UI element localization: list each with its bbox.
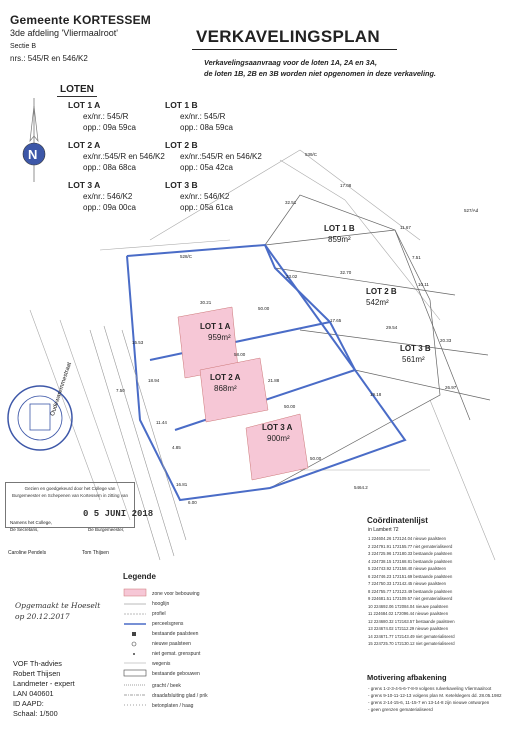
dimension-label: 29.54: [386, 325, 398, 330]
loten-heading: LOTEN: [60, 84, 94, 95]
subtitle-line-1: Verkavelingsaanvraag voor de loten 1A, 2A en 3A,: [204, 58, 378, 67]
lot-name: LOT 3 B: [165, 180, 198, 190]
coordinate-row: 9 224681.51 172109.57 niet gematerialiseerd: [368, 596, 453, 601]
legend-item: zone voor bebouwing: [152, 591, 200, 597]
legend-item: perceelsgrens: [152, 621, 184, 627]
lot1b-area: 859m²: [328, 235, 351, 244]
lot-opp: opp.: 08a 59ca: [180, 123, 233, 132]
lot-opp: opp.: 05a 42ca: [180, 163, 233, 172]
coordinate-row: 3 224725.96 172180.33 bestaande paalsteen: [368, 551, 453, 556]
lot2b-area: 542m²: [366, 298, 389, 307]
street-name: Oudewaremmestraat: [50, 361, 74, 417]
dimension-label: 21.88: [268, 378, 280, 383]
legend-item: betonplaten / haag: [152, 703, 194, 709]
author-role: Landmeter - expert: [13, 679, 75, 688]
dimension-label: 17.65: [330, 318, 342, 323]
legend-item: gracht / beek: [152, 683, 181, 689]
lot-name: LOT 2 A: [68, 140, 101, 150]
lot-name: LOT 3 A: [68, 180, 101, 190]
coordinate-row: 15 224725.70 172130.12 niet gematerialiseerd: [368, 641, 455, 646]
motivation-row: - grens 2-14-15-6, 11-15-7 en 13-14-8 zijn nieuwe ontworpen: [368, 700, 490, 705]
stamp-order: Namens het College,: [10, 520, 53, 525]
parcel-528c: 528/C: [180, 254, 193, 259]
dimension-label: 26.97: [445, 385, 457, 390]
dimension-label: 50.00: [284, 404, 296, 409]
dimension-label: 7.51: [412, 255, 421, 260]
legend-heading: Legende: [123, 572, 156, 581]
legend-item: wegenis: [152, 661, 171, 667]
lot-opp: opp.: 08a 68ca: [83, 163, 136, 172]
made-at: Opgemaakt te Hoeselt: [15, 601, 101, 610]
legend-symbols: [122, 584, 152, 734]
secretary-name: Caroline Pendels: [8, 550, 47, 556]
scale: Schaal: 1/500: [13, 709, 58, 718]
motivation-heading: Motivering afbakening: [367, 673, 447, 682]
lot1b-label: LOT 1 B: [324, 224, 355, 233]
lot1a-area: 959m²: [208, 333, 231, 342]
lot-opp: opp.: 09a 59ca: [83, 123, 136, 132]
lot-name: LOT 1 A: [68, 100, 101, 110]
coordinate-row: 12 224680.32 172163.57 bestaande paalsteen: [368, 618, 455, 624]
author-firm: VOF Th-advies: [13, 659, 62, 668]
dimension-label: 18.94: [148, 378, 160, 383]
coordinate-row: 13 224674.02 172112.29 nieuwe paalsteen: [368, 626, 449, 631]
lot2b-label: LOT 2 B: [366, 287, 397, 296]
lot-nr: ex/nr.:545/R en 546/K2: [180, 152, 262, 161]
dimension-label: 16.81: [176, 482, 188, 487]
motivation-row: - grens 1-2-3-4-5-6-7-8-9 volgens rulverkaveling Vliermaalroot: [368, 686, 492, 691]
north-letter: N: [28, 147, 38, 162]
lot-opp: opp.: 05a 61ca: [180, 203, 233, 212]
dimension-label: 4.85: [172, 445, 181, 450]
dimension-label: 58.00: [234, 352, 246, 357]
lot-nr: ex/nr.: 546/K2: [83, 192, 133, 201]
legend-item: bestaande paalsteen: [152, 631, 199, 637]
lot-nr: ex/nr.: 546/K2: [180, 192, 230, 201]
section: Sectie B: [10, 43, 37, 50]
parcel-5464: 5464.2: [354, 485, 368, 490]
author-block: [13, 659, 75, 719]
dimension-label: 10.11: [418, 282, 429, 287]
dimension-label: 32.70: [340, 270, 352, 275]
coordinate-row: 8 224755.77 172123.49 bestaande paalsteen: [368, 588, 453, 594]
legend-item: hooglijn: [152, 601, 170, 607]
lot3b-label: LOT 3 B: [400, 344, 431, 353]
parcel-numbers: nrs.: 545/R en 546/K2: [10, 54, 88, 63]
dimension-label: 20.33: [440, 338, 452, 343]
dimension-label: 23.02: [286, 274, 298, 279]
author-lan: LAN 040601: [13, 689, 54, 698]
motivation-row: - grens 9-10-11-12-13 volgens plan M. Ketelslegers dd. 28.05.1982: [368, 693, 502, 698]
coordinate-row: 5 224743.92 172158.40 nieuwe paalsteen: [368, 566, 447, 571]
dimension-label: 50.00: [258, 306, 270, 311]
secretary-title: De Secretaris,: [10, 527, 39, 532]
page-title: VERKAVELINGSPLAN: [196, 27, 380, 46]
dimension-label: 19.18: [370, 392, 382, 397]
legend-item: nieuwe paalsteen: [152, 641, 191, 647]
lot1a-label: LOT 1 A: [200, 322, 231, 331]
dimension-label: 11.67: [400, 225, 411, 230]
dimension-label: 32.51: [285, 200, 297, 205]
lot-opp: opp.: 09a 00ca: [83, 203, 136, 212]
coordinates-list: [368, 535, 455, 648]
division: 3de afdeling 'Vliermaalroot': [10, 28, 118, 38]
author-name: Robert Thijsen: [13, 669, 61, 678]
lot-name: LOT 1 B: [165, 100, 198, 110]
motivation-row: - geen grenzen gematerialiseerd: [368, 707, 433, 712]
dimension-label: 6.00: [188, 500, 197, 505]
legend-item: bestaande gebouwen: [152, 671, 200, 677]
author-id: ID AAPD:: [13, 699, 44, 708]
parcel-527ad: 527/Ad: [464, 208, 479, 213]
dimension-label: 30.21: [200, 300, 212, 305]
legend-item: niet gemat. grenspunt: [152, 651, 201, 657]
coordinate-row: 1 224604.26 172124.04 nieuwe paalsteen: [368, 536, 447, 541]
lot2a-label: LOT 2 A: [210, 373, 241, 382]
mayor-name: Tom Thijsen: [82, 550, 109, 556]
coordinates-heading: Coördinatenlijst: [367, 516, 428, 525]
lot3a-label: LOT 3 A: [262, 423, 293, 432]
lot-nr: ex/nr.: 545/R: [180, 112, 226, 121]
coordinate-row: 10 224692.06 172084.04 nieuwe paalsteen: [368, 603, 449, 609]
subtitle-line-2: de loten 1B, 2B en 3B worden niet opgenomen in deze verkaveling.: [204, 69, 436, 78]
lot-name: LOT 2 B: [165, 140, 198, 150]
lot-nr: ex/nr.:545/R en 546/K2: [83, 152, 165, 161]
lot-nr: ex/nr.: 545/R: [83, 112, 129, 121]
coordinates-subheading: in Lambert 72: [368, 527, 399, 533]
made-date: op 20.12.2017: [15, 612, 70, 621]
coordinate-row: 6 224746.23 172151.69 bestaande paalsteen: [368, 573, 453, 579]
approval-date: 0 5 JUNI 2018: [83, 509, 154, 519]
coordinate-row: 2 224791.91 172155.77 niet gematerialiseerd: [368, 543, 453, 549]
legend-item: draadafsluiting glad / prik: [152, 693, 208, 699]
parcel-539c: 539/C: [305, 152, 318, 157]
dimension-label: 50.00: [310, 456, 322, 461]
dimension-label: 15.53: [132, 340, 144, 345]
building-zones: [178, 307, 308, 480]
dimension-label: 7.50: [116, 388, 125, 393]
mayor-title: De Burgemeester,: [88, 527, 125, 532]
stamp-text: Gezien en goedgekeurd door het College van Burgemeester en Schepenen van Kortessem in zitting van: [11, 486, 129, 498]
lot2a-area: 868m²: [214, 384, 237, 393]
lot3a-area: 900m²: [267, 434, 290, 443]
motivation-list: [368, 685, 502, 713]
dimension-label: 11.44: [156, 420, 167, 425]
municipality: Gemeente KORTESSEM: [10, 13, 151, 27]
coordinate-row: 11 224684.02 172096.44 nieuwe paalsteen: [368, 611, 449, 616]
lot3b-area: 561m²: [402, 355, 425, 364]
coordinate-row: 7 224750.33 172142.45 nieuwe paalsteen: [368, 581, 447, 586]
dimension-label: 17.08: [340, 183, 352, 188]
coordinate-row: 4 224738.15 172168.81 bestaande paalsteen: [368, 558, 453, 564]
coordinate-row: 14 224671.77 172143.49 niet gematerialiseerd: [368, 633, 455, 639]
legend-item: profiel: [152, 611, 166, 617]
